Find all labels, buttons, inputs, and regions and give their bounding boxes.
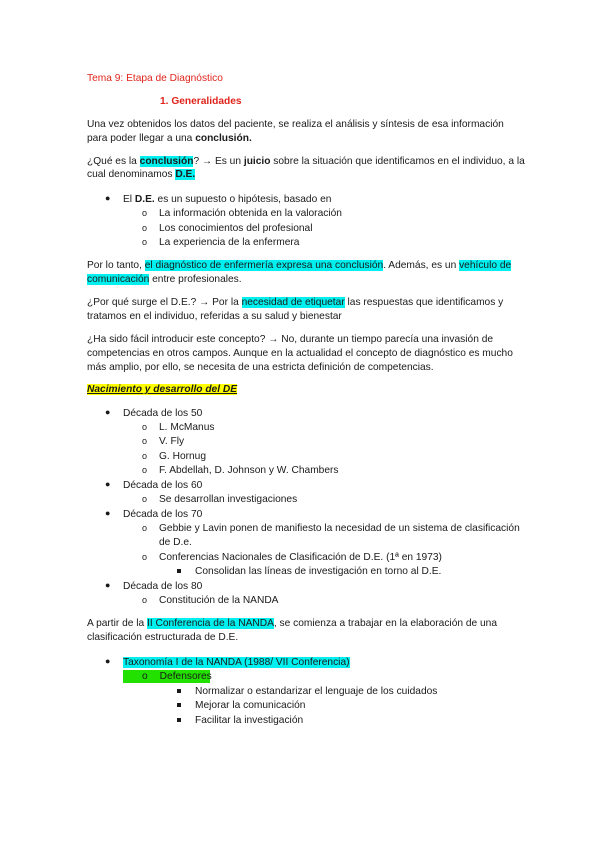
paragraph-line	[87, 132, 252, 145]
bullet-circle: o	[142, 595, 148, 605]
emphasis-text: conclusión.	[195, 133, 252, 144]
list-item: Conferencias Nacionales de Clasificación de D.E. (1ª en 1973)	[159, 552, 442, 563]
bullet-circle: o	[142, 552, 148, 562]
highlighted-term: vehículo de	[459, 260, 512, 271]
text-run: es un supuesto o hipótesis, basado en	[154, 194, 332, 205]
paragraph-line	[87, 168, 195, 181]
decade-label: Década de los 60	[123, 480, 203, 491]
paragraph-line	[87, 155, 525, 168]
paragraph-line: Una vez obtenidos los datos del paciente, se realiza el análisis y síntesis de esa información	[87, 119, 504, 130]
bullet-square	[177, 718, 181, 722]
list-subitem: Normalizar o estandarizar el lenguaje de los cuidados	[195, 686, 438, 697]
highlighted-term: el diagnóstico de enfermería expresa una conclusión	[144, 260, 384, 271]
highlighted-term: necesidad de etiquetar	[241, 297, 345, 308]
highlighted-heading: Nacimiento y desarrollo del DE	[87, 384, 238, 395]
text-run: cual denominamos	[87, 169, 176, 180]
emphasis-text: juicio	[243, 156, 271, 167]
list-item: Se desarrollan investigaciones	[159, 494, 298, 505]
paragraph-line: competencias en otros campos. Aunque en la actualidad el concepto de diagnóstico es mucho	[87, 348, 513, 359]
bullet-dot: ●	[105, 580, 111, 590]
bullet-dot: ●	[105, 407, 111, 417]
bullet-text	[123, 193, 331, 206]
list-subitem: Facilitar la investigación	[195, 715, 304, 726]
list-subitem: Mejorar la comunicación	[195, 700, 306, 711]
paragraph-line	[87, 617, 497, 630]
highlighted-term: conclusión	[139, 156, 194, 167]
paragraph-line	[87, 296, 503, 309]
section-heading-generalidades: 1. Generalidades	[160, 96, 242, 107]
taxonomy-label	[123, 656, 350, 669]
highlighted-term: II Conferencia de la NANDA	[147, 618, 274, 629]
bullet-circle: o	[142, 451, 148, 461]
bullet-circle: o	[142, 208, 148, 218]
highlighted-term: comunicación	[87, 274, 150, 285]
defensores-row	[123, 670, 210, 683]
defensores-label: Defensores	[159, 671, 212, 682]
paragraph-line: tratamos en el individuo, referidas a su salud y bienestar	[87, 311, 342, 322]
bullet-circle: o	[142, 671, 148, 682]
list-item: V. Fly	[159, 436, 185, 447]
list-item: Los conocimientos del profesional	[159, 223, 313, 234]
list-item: La experiencia de la enfermera	[159, 237, 300, 248]
text-run: Por lo tanto,	[87, 260, 145, 271]
list-item: G. Hornug	[159, 451, 206, 462]
list-item: Constitución de la NANDA	[159, 595, 279, 606]
highlighted-term: Taxonomía I de la NANDA (1988/ VII Conferencia)	[123, 657, 350, 668]
list-item: Gebbie y Lavin ponen de manifiesto la necesidad de un sistema de clasificación	[159, 523, 520, 534]
text-run: ? → Es un	[193, 156, 244, 167]
text-run: las respuestas que identificamos y	[344, 297, 504, 308]
document-title: Tema 9: Etapa de Diagnóstico	[87, 73, 223, 84]
bullet-dot: ●	[105, 479, 111, 489]
bullet-circle: o	[142, 523, 148, 533]
bullet-dot: ●	[105, 656, 111, 666]
paragraph-line	[87, 259, 511, 272]
bullet-circle: o	[142, 237, 148, 247]
text-run: El	[123, 194, 135, 205]
text-run: ¿Qué es la	[87, 156, 140, 167]
list-subitem: Consolidan las líneas de investigación en torno al D.E.	[195, 566, 442, 577]
bullet-circle: o	[142, 436, 148, 446]
list-item-continuation: de D.e.	[159, 537, 192, 548]
text-run: , se comienza a trabajar en la elaboración de una	[273, 618, 498, 629]
decade-label: Década de los 80	[123, 581, 203, 592]
bullet-circle: o	[142, 465, 148, 475]
text-run: A partir de la	[87, 618, 148, 629]
paragraph-line: más amplio, por ello, se necesita de una estricta definición de competencias.	[87, 362, 434, 373]
emphasis-text: D.E.	[134, 194, 155, 205]
text-run: para poder llegar a una	[87, 133, 196, 144]
text-run: sobre la situación que identificamos en el individuo, a la	[270, 156, 525, 167]
bullet-square	[177, 569, 181, 573]
text-run: entre profesionales.	[149, 274, 242, 285]
highlighted-term: D.E.	[175, 169, 196, 180]
bullet-square	[177, 689, 181, 693]
list-item: La información obtenida en la valoración	[159, 208, 342, 219]
paragraph-line: clasificación estructurada de D.E.	[87, 632, 239, 643]
bullet-square	[177, 703, 181, 707]
section-heading-nacimiento	[87, 383, 237, 396]
paragraph-line: ¿Ha sido fácil introducir este concepto? → No, durante un tiempo parecía una invasión de	[87, 334, 494, 345]
decade-label: Década de los 70	[123, 509, 203, 520]
text-run: ¿Por qué surge el D.E.? → Por la	[87, 297, 242, 308]
list-item: L. McManus	[159, 422, 215, 433]
bullet-circle: o	[142, 494, 148, 504]
bullet-circle: o	[142, 422, 148, 432]
paragraph-line	[87, 273, 242, 286]
bullet-circle: o	[142, 223, 148, 233]
list-item: F. Abdellah, D. Johnson y W. Chambers	[159, 465, 339, 476]
text-run: . Además, es un	[383, 260, 460, 271]
bullet-dot: ●	[105, 508, 111, 518]
bullet-dot: ●	[105, 193, 111, 203]
decade-label: Década de los 50	[123, 408, 203, 419]
